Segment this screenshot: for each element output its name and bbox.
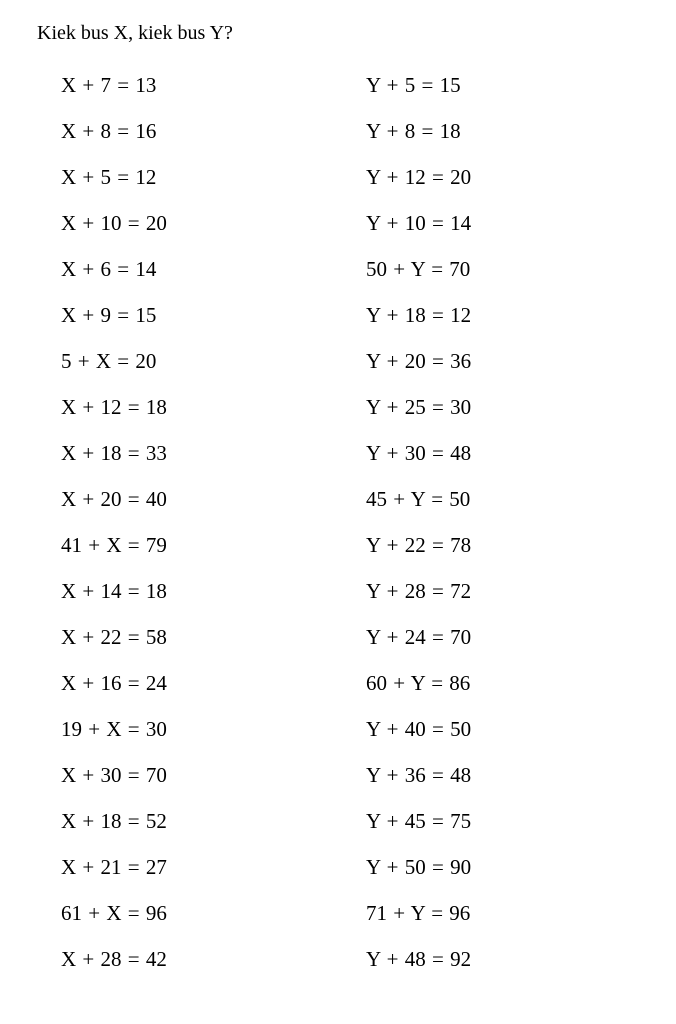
x-equation: X + 8 = 16	[61, 119, 157, 143]
y-equation: Y + 30 = 48	[366, 441, 472, 465]
x-equation: 19 + X = 30	[61, 717, 167, 741]
x-equation: X + 9 = 15	[61, 303, 157, 327]
y-equation: 60 + Y = 86	[366, 671, 471, 695]
y-equation: Y + 24 = 70	[366, 625, 472, 649]
y-equation: Y + 45 = 75	[366, 809, 472, 833]
y-equation: Y + 25 = 30	[366, 395, 472, 419]
y-equation: 71 + Y = 96	[366, 901, 471, 925]
x-equation: X + 6 = 14	[61, 257, 157, 281]
y-equation: Y + 12 = 20	[366, 165, 472, 189]
y-equation: Y + 28 = 72	[366, 579, 472, 603]
x-equation: X + 30 = 70	[61, 763, 167, 787]
y-equation: Y + 36 = 48	[366, 763, 472, 787]
x-equation: X + 10 = 20	[61, 211, 167, 235]
y-equation: Y + 18 = 12	[366, 303, 472, 327]
y-equation: 50 + Y = 70	[366, 257, 471, 281]
x-equation: 41 + X = 79	[61, 533, 167, 557]
x-equation-list	[61, 72, 167, 992]
y-equation: Y + 20 = 36	[366, 349, 472, 373]
x-equation: X + 20 = 40	[61, 487, 167, 511]
x-equation: X + 14 = 18	[61, 579, 167, 603]
x-equation: X + 21 = 27	[61, 855, 167, 879]
y-equation-list	[366, 72, 471, 992]
y-equation: Y + 22 = 78	[366, 533, 472, 557]
x-equation: X + 5 = 12	[61, 165, 157, 189]
y-equation: Y + 10 = 14	[366, 211, 472, 235]
x-equation: X + 16 = 24	[61, 671, 167, 695]
y-equation: Y + 8 = 18	[366, 119, 461, 143]
y-equation: Y + 50 = 90	[366, 855, 472, 879]
page-title: Kiek bus X, kiek bus Y?	[37, 22, 233, 44]
y-equation: Y + 40 = 50	[366, 717, 472, 741]
x-equation: X + 28 = 42	[61, 947, 167, 971]
x-equation: X + 18 = 33	[61, 441, 167, 465]
x-equation: 61 + X = 96	[61, 901, 167, 925]
x-equation: 5 + X = 20	[61, 349, 157, 373]
x-equation: X + 12 = 18	[61, 395, 167, 419]
x-equation: X + 7 = 13	[61, 73, 157, 97]
y-equation: Y + 5 = 15	[366, 73, 461, 97]
x-equation: X + 18 = 52	[61, 809, 167, 833]
y-equation: 45 + Y = 50	[366, 487, 471, 511]
y-equation: Y + 48 = 92	[366, 947, 472, 971]
x-equation: X + 22 = 58	[61, 625, 167, 649]
